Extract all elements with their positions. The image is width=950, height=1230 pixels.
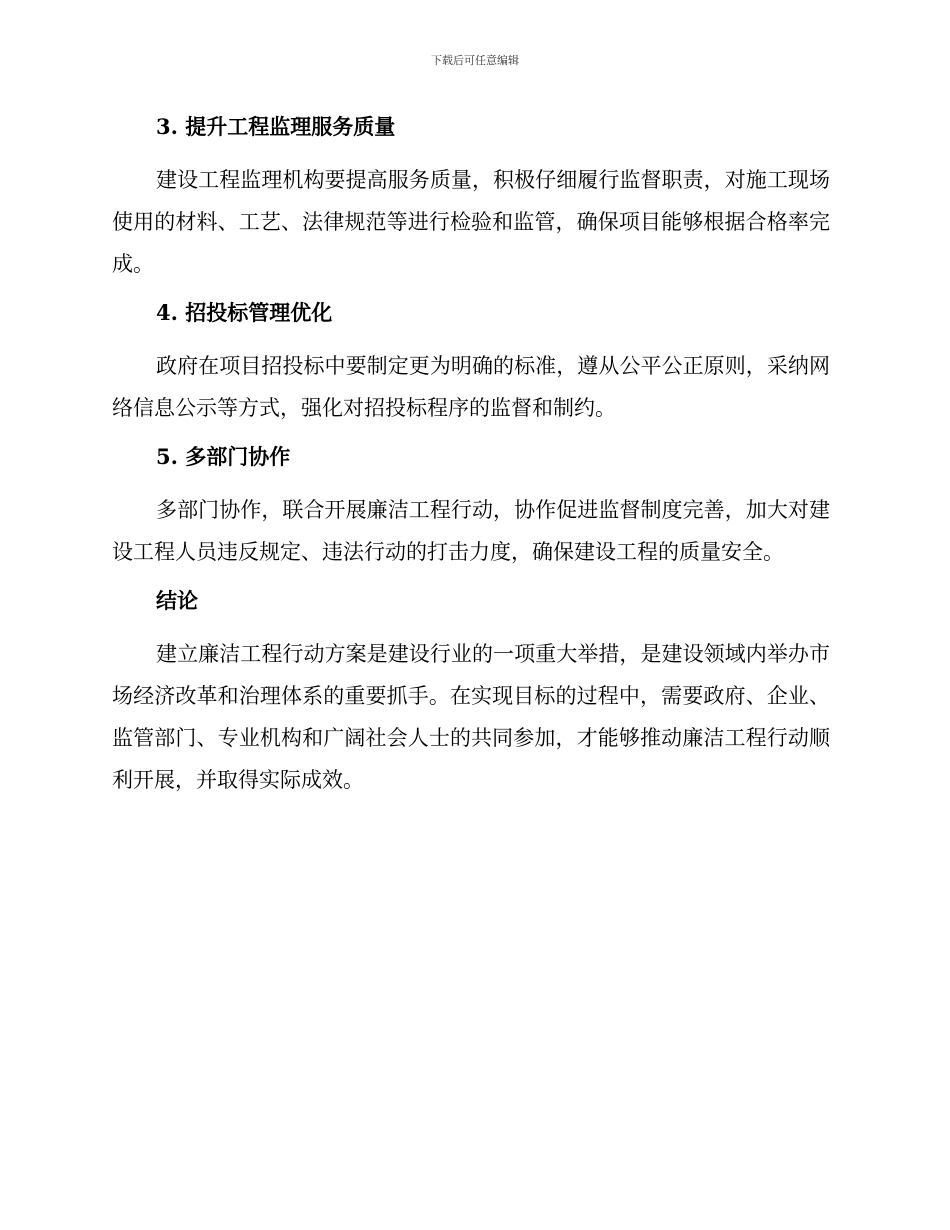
document-body xyxy=(112,108,830,801)
page-header: 下载后可任意编辑 xyxy=(431,54,519,67)
conclusion-heading: 结论 xyxy=(156,588,198,613)
section-paragraph-4: 政府在项目招投标中要制定更为明确的标准，遵从公平公正原则，采纳网络信息公示等方式，强化对招投标程序的监督和制约。 xyxy=(112,354,830,420)
section-heading-3: 3. 提升工程监理服务质量 xyxy=(156,114,396,139)
section-heading-5: 5. 多部门协作 xyxy=(156,444,291,469)
conclusion-paragraph: 建立廉洁工程行动方案是建设行业的一项重大举措，是建设领域内举办市场经济改革和治理体系的重要抓手。在实现目标的过程中，需要政府、企业、监管部门、专业机构和广阔社会人士的共同参加，才能够推动廉洁工程行动顺利开展，并取得实际成效。 xyxy=(112,642,830,792)
section-heading-4: 4. 招投标管理优化 xyxy=(156,300,333,325)
section-paragraph-5: 多部门协作，联合开展廉洁工程行动，协作促进监督制度完善，加大对建设工程人员违反规定、违法行动的打击力度，确保建设工程的质量安全。 xyxy=(112,498,830,564)
section-paragraph-3: 建设工程监理机构要提高服务质量，积极仔细履行监督职责，对施工现场使用的材料、工艺、法律规范等进行检验和监管，确保项目能够根据合格率完成。 xyxy=(112,168,830,276)
